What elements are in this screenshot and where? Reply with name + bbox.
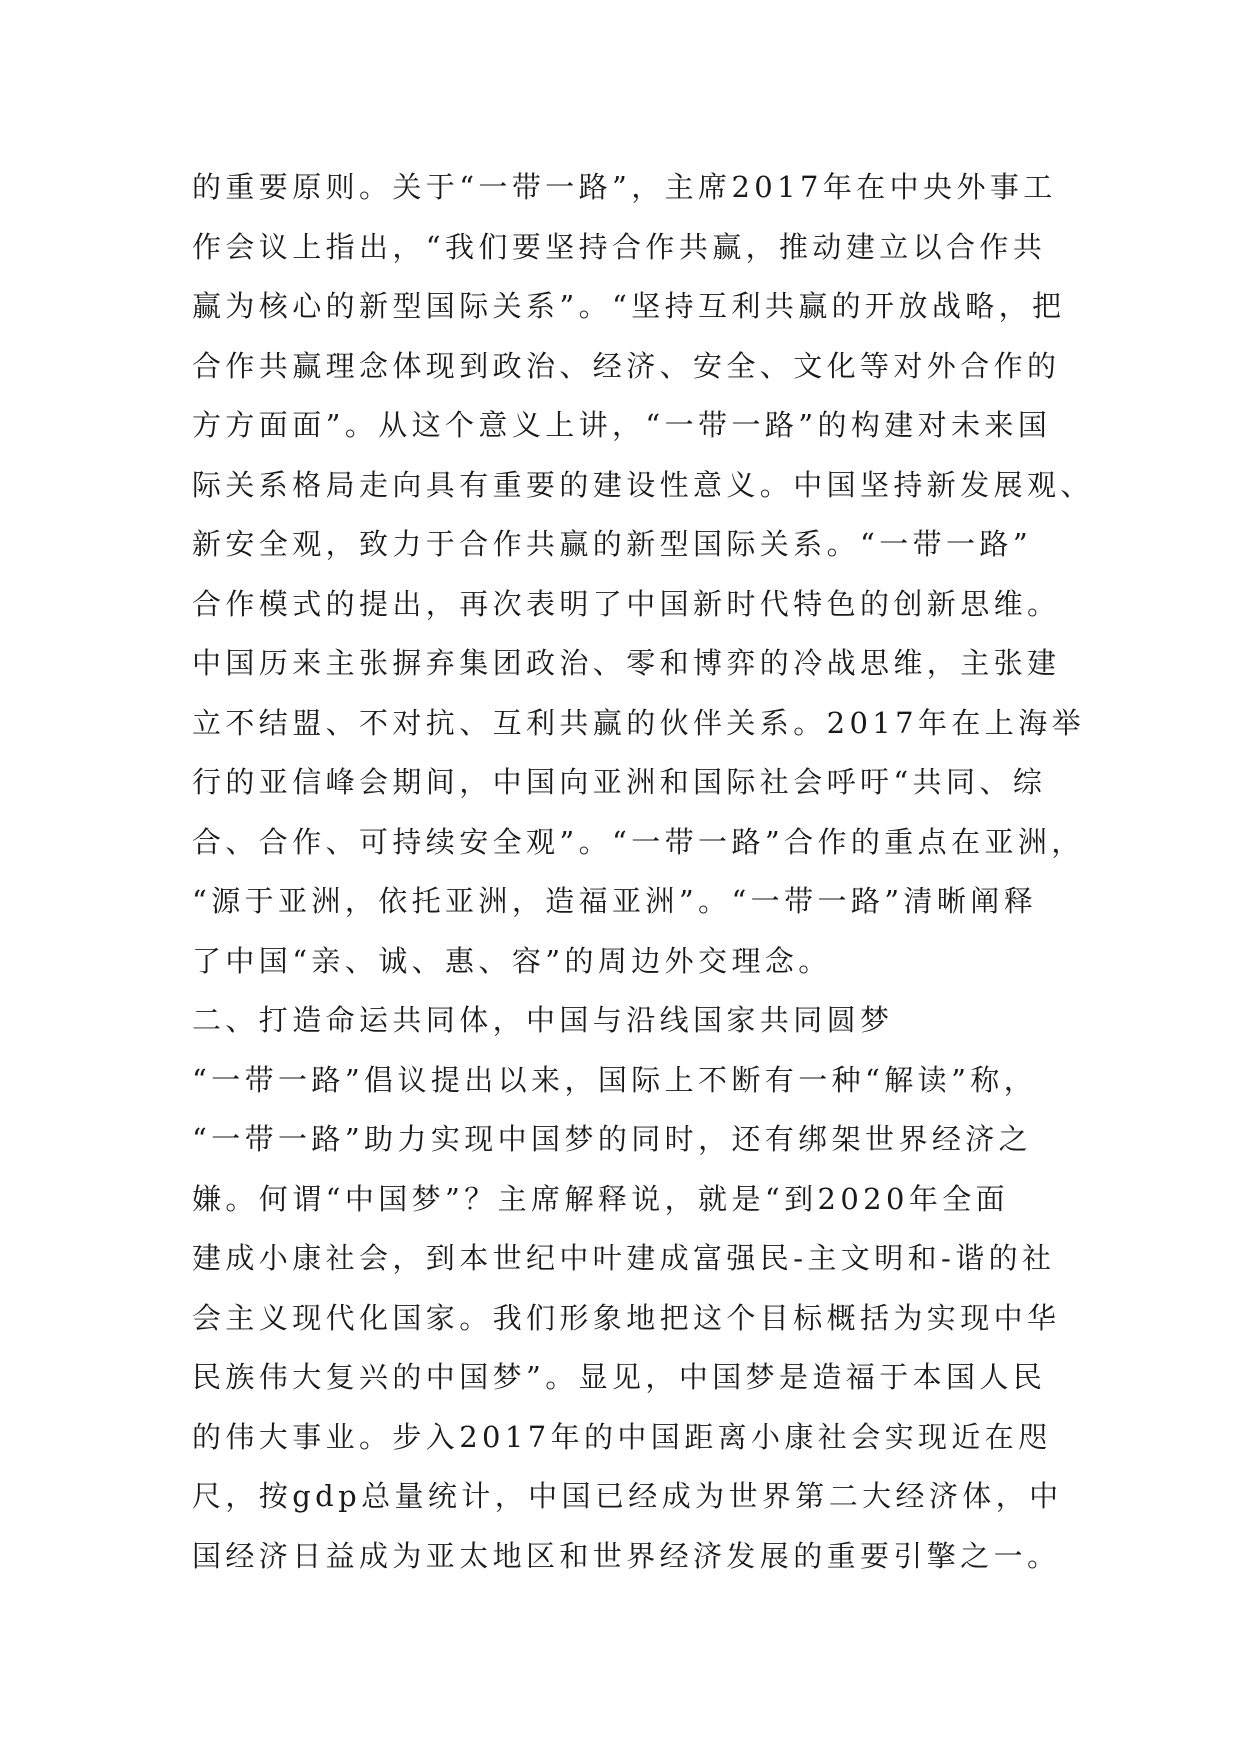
text-line: 会主义现代化国家。我们形象地把这个目标概括为实现中华 <box>192 1300 1061 1335</box>
text-line: 方方面面”。从这个意义上讲，“一带一路”的构建对未来国 <box>192 408 1052 442</box>
text-line: 了中国“亲、诚、惠、容”的周边外交理念。 <box>192 943 832 978</box>
text-line: 国经济日益成为亚太地区和世界经济发展的重要引擎之一。 <box>192 1538 1061 1573</box>
text-line: 新安全观，致力于合作共赢的新型国际关系。“一带一路” <box>192 527 1033 561</box>
body-text <box>192 158 1092 1586</box>
text-line: 赢为核心的新型国际关系”。“坚持互利共赢的开放战略，把 <box>192 289 1066 323</box>
text-line: 行的亚信峰会期间，中国向亚洲和国际社会呼吁“共同、综 <box>192 765 1047 799</box>
text-line: 合作共赢理念体现到政治、经济、安全、文化等对外合作的 <box>192 348 1061 383</box>
text-line: 建成小康社会，到本世纪中叶建成富强民-主文明和-谐的社 <box>192 1241 1056 1275</box>
section-heading: 二、打造命运共同体，中国与沿线国家共同圆梦 <box>192 1003 894 1037</box>
text-line: 立不结盟、不对抗、互利共赢的伙伴关系。2017年在上海举 <box>192 705 1086 740</box>
text-line: 民族伟大复兴的中国梦”。显见，中国梦是造福于本国人民 <box>192 1360 1047 1394</box>
text-line: 合作模式的提出，再次表明了中国新时代特色的创新思维。 <box>192 586 1061 621</box>
text-line: 尺，按gdp总量统计，中国已经成为世界第二大经济体，中 <box>192 1479 1063 1513</box>
text-line: 作会议上指出，“我们要坚持合作共赢，推动建立以合作共 <box>192 229 1047 264</box>
text-line: “一带一路”倡议提出以来，国际上不断有一种“解读”称， <box>192 1062 1038 1097</box>
text-line: “一带一路”助力实现中国梦的同时，还有绑架世界经济之 <box>192 1122 1033 1156</box>
text-line: 的伟大事业。步入2017年的中国距离小康社会实现近在咫 <box>192 1419 1052 1454</box>
text-line: 嫌。何谓“中国梦”？主席解释说，就是“到2020年全面 <box>192 1181 1010 1216</box>
text-line: 际关系格局走向具有重要的建设性意义。中国坚持新发展观、 <box>192 467 1094 502</box>
text-line: 中国历来主张摒弃集团政治、零和博弈的冷战思维，主张建 <box>192 646 1061 680</box>
text-line: 合、合作、可持续安全观”。“一带一路”合作的重点在亚洲， <box>192 824 1085 859</box>
text-line: “源于亚洲，依托亚洲，造福亚洲”。“一带一路”清晰阐释 <box>192 884 1038 918</box>
text-line: 的重要原则。关于“一带一路”，主席2017年在中央外事工 <box>192 170 1057 204</box>
